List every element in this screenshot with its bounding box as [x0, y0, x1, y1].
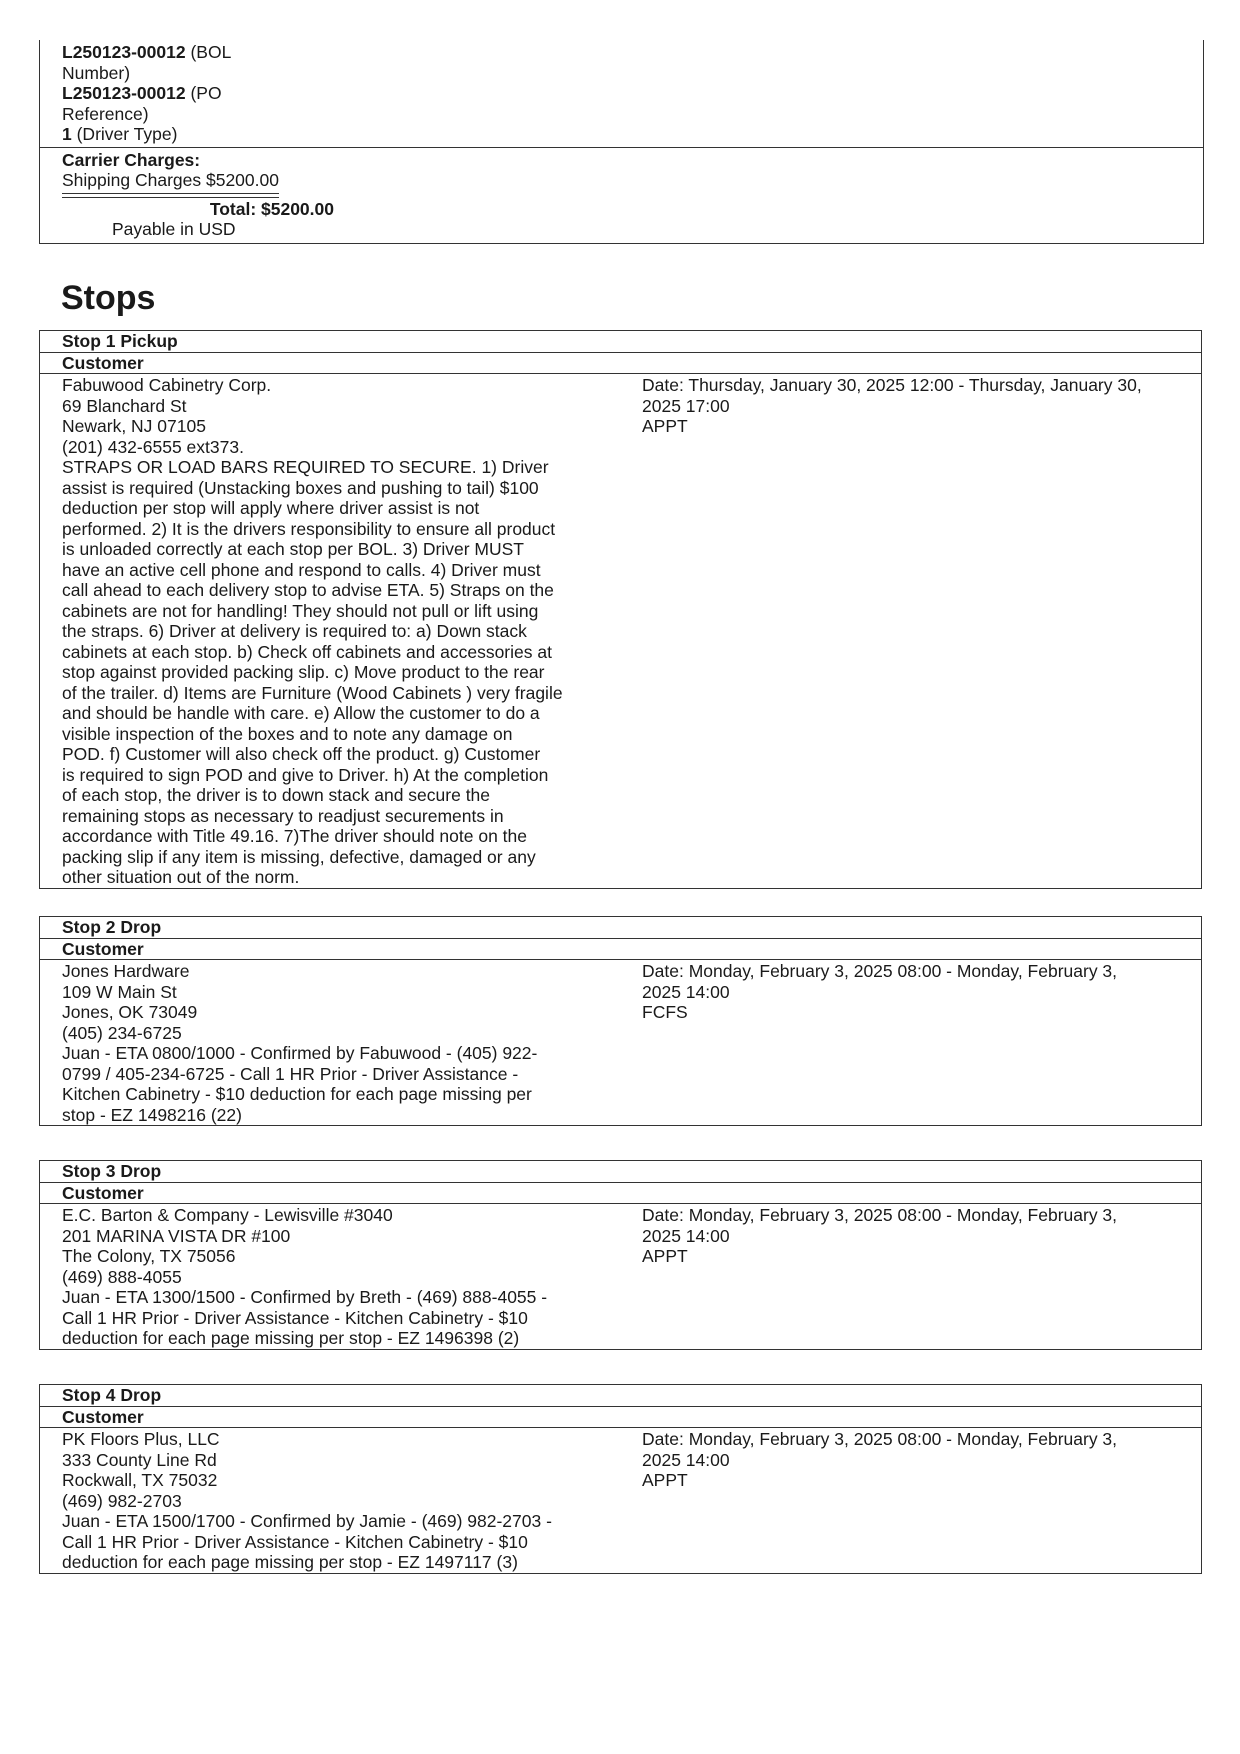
appointment-line: FCFS: [642, 1002, 688, 1022]
stop-body: [40, 960, 1201, 1125]
shipping-charges-line: Shipping Charges $5200.00: [62, 170, 279, 194]
appointment-line: 2025 14:00: [642, 981, 730, 1002]
customer-line: E.C. Barton & Company - Lewisville #3040: [62, 1205, 393, 1225]
customer-line: is required to sign POD and give to Driver. h) At the completion: [62, 764, 549, 785]
customer-line: cabinets are not for handling! They should not pull or lift using: [62, 600, 539, 621]
customer-line: Newark, NJ 07105: [62, 416, 206, 436]
stop-header: Stop 2 Drop: [40, 917, 1201, 939]
stop-header: Stop 1 Pickup: [40, 331, 1201, 353]
appointment-line: APPT: [642, 1246, 688, 1266]
reference-charges-box: [39, 40, 1204, 244]
stop-appointment-details: [642, 374, 1201, 888]
po-reference-value: L250123-00012: [62, 83, 186, 103]
stop-body: [40, 1428, 1201, 1573]
customer-line: Juan - ETA 0800/1000 - Confirmed by Fabuwood - (405) 922-: [62, 1043, 538, 1063]
customer-line: the straps. 6) Driver at delivery is required to: a) Down stack: [62, 621, 527, 641]
customer-line: Call 1 HR Prior - Driver Assistance - Kitchen Cabinetry - $10: [62, 1307, 528, 1328]
stop-header: Stop 3 Drop: [40, 1161, 1201, 1183]
customer-line: Jones Hardware: [62, 961, 190, 981]
stop-2-box: [39, 916, 1202, 1126]
customer-line: Juan - ETA 1300/1500 - Confirmed by Breth - (469) 888-4055 -: [62, 1287, 548, 1307]
customer-line: Fabuwood Cabinetry Corp.: [62, 375, 272, 395]
stop-appointment-details: [642, 1428, 1201, 1573]
stop-4-box: [39, 1384, 1202, 1574]
customer-line: stop against provided packing slip. c) Move product to the rear: [62, 662, 545, 682]
customer-line: (201) 432-6555 ext373.: [62, 436, 244, 457]
customer-line: 333 County Line Rd: [62, 1449, 217, 1470]
payable-currency: Payable in USD: [112, 219, 236, 239]
customer-line: (469) 888-4055: [62, 1266, 182, 1287]
driver-type-value: 1: [62, 124, 72, 144]
customer-line: of the trailer. d) Items are Furniture (Wood Cabinets ) very fragile: [62, 682, 563, 703]
customer-line: stop - EZ 1498216 (22): [62, 1104, 242, 1125]
stop-body: [40, 374, 1201, 888]
customer-line: of each stop, the driver is to down stack and secure the: [62, 785, 491, 805]
appointment-line: Date: Monday, February 3, 2025 08:00 - Monday, February 3,: [642, 961, 1118, 981]
appointment-line: Date: Monday, February 3, 2025 08:00 - Monday, February 3,: [642, 1205, 1118, 1225]
po-reference-label-cont: Reference): [62, 103, 149, 124]
bol-number-value: L250123-00012: [62, 42, 186, 62]
customer-line: cabinets at each stop. b) Check off cabinets and accessories at: [62, 641, 552, 662]
customer-line: deduction per stop will apply where driver assist is not: [62, 498, 480, 518]
customer-line: deduction for each page missing per stop - EZ 1496398 (2): [62, 1328, 520, 1348]
customer-line: is unloaded correctly at each stop per BOL. 3) Driver MUST: [62, 539, 524, 559]
customer-line: deduction for each page missing per stop - EZ 1497117 (3): [62, 1552, 518, 1572]
charges-total: Total: $5200.00: [209, 198, 334, 219]
reference-item: [62, 83, 282, 124]
customer-line: call ahead to each delivery stop to advise ETA. 5) Straps on the: [62, 580, 554, 600]
customer-line: 0799 / 405-234-6725 - Call 1 HR Prior - Driver Assistance -: [62, 1063, 519, 1084]
customer-line: Juan - ETA 1500/1700 - Confirmed by Jamie - (469) 982-2703 -: [62, 1511, 552, 1531]
customer-line: (405) 234-6725: [62, 1022, 182, 1043]
stop-appointment-details: [642, 1204, 1201, 1349]
customer-line: Jones, OK 73049: [62, 1002, 198, 1022]
stop-customer-details: [40, 374, 642, 888]
stop-customer-details: [40, 1428, 642, 1573]
customer-line: have an active cell phone and respond to calls. 4) Driver must: [62, 559, 541, 580]
customer-line: STRAPS OR LOAD BARS REQUIRED TO SECURE. 1) Driver: [62, 457, 549, 477]
appointment-line: 2025 17:00: [642, 395, 730, 416]
stop-3-box: [39, 1160, 1202, 1350]
customer-line: 69 Blanchard St: [62, 395, 187, 416]
appointment-line: APPT: [642, 1470, 688, 1490]
appointment-line: Date: Monday, February 3, 2025 08:00 - Monday, February 3,: [642, 1429, 1118, 1449]
customer-line: visible inspection of the boxes and to note any damage on: [62, 723, 513, 744]
customer-line: 201 MARINA VISTA DR #100: [62, 1225, 291, 1246]
reference-item: [62, 124, 282, 145]
appointment-line: 2025 14:00: [642, 1225, 730, 1246]
customer-line: assist is required (Unstacking boxes and pushing to tail) $100: [62, 477, 539, 498]
carrier-charges-heading: Carrier Charges:: [62, 149, 201, 170]
appointment-line: 2025 14:00: [642, 1449, 730, 1470]
bol-number-label-cont: Number): [62, 62, 131, 83]
customer-line: packing slip if any item is missing, defective, damaged or any: [62, 846, 536, 867]
appointment-line: Date: Thursday, January 30, 2025 12:00 - Thursday, January 30,: [642, 375, 1142, 395]
customer-line: Rockwall, TX 75032: [62, 1470, 218, 1490]
customer-line: POD. f) Customer will also check off the product. g) Customer: [62, 744, 541, 764]
stop-subheader: Customer: [40, 353, 1201, 375]
stop-subheader: Customer: [40, 1183, 1201, 1205]
reference-item: [62, 42, 282, 83]
stop-customer-details: [40, 960, 642, 1125]
customer-line: Call 1 HR Prior - Driver Assistance - Kitchen Cabinetry - $10: [62, 1531, 528, 1552]
stops-heading: Stops: [61, 279, 156, 317]
stop-subheader: Customer: [40, 1407, 1201, 1429]
customer-line: accordance with Title 49.16. 7)The driver should note on the: [62, 826, 527, 846]
reference-section: [40, 40, 1203, 148]
stop-header: Stop 4 Drop: [40, 1385, 1201, 1407]
customer-line: Kitchen Cabinetry - $10 deduction for each page missing per: [62, 1084, 532, 1104]
reference-list: [40, 40, 282, 147]
stop-customer-details: [40, 1204, 642, 1349]
customer-line: other situation out of the norm.: [62, 867, 300, 887]
customer-line: and should be handle with care. e) Allow the customer to do a: [62, 703, 540, 723]
driver-type-label: (Driver Type): [76, 124, 178, 144]
stop-body: [40, 1204, 1201, 1349]
customer-line: 109 W Main St: [62, 981, 177, 1002]
carrier-charges-section: [40, 148, 1203, 243]
customer-line: (469) 982-2703: [62, 1490, 182, 1511]
customer-line: PK Floors Plus, LLC: [62, 1429, 220, 1449]
customer-line: The Colony, TX 75056: [62, 1246, 236, 1266]
customer-line: performed. 2) It is the drivers responsibility to ensure all product: [62, 518, 556, 539]
customer-line: remaining stops as necessary to readjust securements in: [62, 805, 504, 826]
stop-subheader: Customer: [40, 939, 1201, 961]
stop-1-box: [39, 330, 1202, 889]
bol-number-label: (BOL: [190, 42, 232, 62]
stop-appointment-details: [642, 960, 1201, 1125]
appointment-line: APPT: [642, 416, 688, 436]
po-reference-label: (PO: [190, 83, 222, 103]
